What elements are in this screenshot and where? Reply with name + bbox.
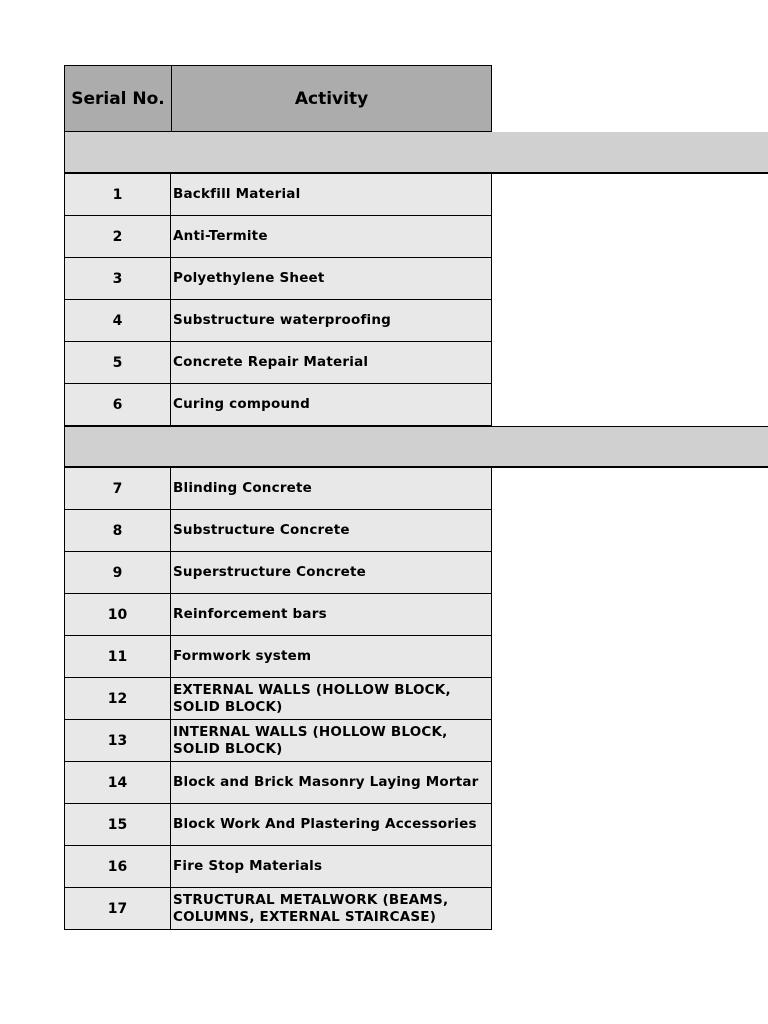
table-row — [64, 678, 492, 720]
activity-header: Activity — [294, 88, 369, 109]
activity-cell: Block Work And Plastering Accessories — [173, 816, 477, 832]
serial-cell: 16 — [65, 846, 171, 887]
activity-cell: Anti-Termite — [173, 228, 268, 244]
table-row — [64, 468, 492, 510]
activity-cell: Backfill Material — [173, 186, 301, 202]
activity-cell: STRUCTURAL METALWORK (BEAMS, COLUMNS, EXTERNAL STAIRCASE) — [173, 891, 449, 925]
serial-cell: 4 — [65, 300, 171, 341]
activity-cell: INTERNAL WALLS (HOLLOW BLOCK, SOLID BLOCK) — [173, 723, 448, 757]
serial-cell: 9 — [65, 552, 171, 593]
serial-cell: 2 — [65, 216, 171, 257]
table-row — [64, 720, 492, 762]
serial-cell: 13 — [65, 720, 171, 761]
serial-cell: 6 — [65, 384, 171, 425]
table-row — [64, 216, 492, 258]
activity-cell: Polyethylene Sheet — [173, 270, 325, 286]
serial-cell: 14 — [65, 762, 171, 803]
activity-cell: Fire Stop Materials — [173, 858, 323, 874]
serial-cell: 5 — [65, 342, 171, 383]
serial-cell: 8 — [65, 510, 171, 551]
activity-cell: Substructure Concrete — [173, 522, 350, 538]
activity-cell: Superstructure Concrete — [173, 564, 366, 580]
activity-cell: Reinforcement bars — [173, 606, 327, 622]
serial-cell: 17 — [65, 888, 171, 929]
table-row — [64, 636, 492, 678]
activity-cell: Blinding Concrete — [173, 480, 313, 496]
table-row — [64, 762, 492, 804]
activity-cell: Concrete Repair Material — [173, 354, 369, 370]
section-bar-2 — [64, 426, 768, 468]
serial-no-header: Serial No. — [65, 66, 172, 131]
serial-cell: 1 — [65, 174, 171, 215]
activity-cell: Substructure waterproofing — [173, 312, 392, 328]
table-row — [64, 174, 492, 216]
section-bar-1 — [64, 132, 768, 174]
table-row — [64, 888, 492, 930]
table-row — [64, 300, 492, 342]
table-row — [64, 846, 492, 888]
table-header-row — [64, 65, 492, 132]
table-row — [64, 258, 492, 300]
serial-cell: 7 — [65, 468, 171, 509]
serial-cell: 10 — [65, 594, 171, 635]
table-row — [64, 342, 492, 384]
serial-cell: 11 — [65, 636, 171, 677]
activity-cell: Block and Brick Masonry Laying Mortar — [173, 774, 479, 790]
table-row — [64, 510, 492, 552]
serial-cell: 12 — [65, 678, 171, 719]
activity-cell: Curing compound — [173, 396, 310, 412]
serial-cell: 15 — [65, 804, 171, 845]
serial-cell: 3 — [65, 258, 171, 299]
table-row — [64, 594, 492, 636]
table-row — [64, 804, 492, 846]
activity-cell: Formwork system — [173, 648, 312, 664]
activity-table — [64, 65, 768, 930]
activity-cell: EXTERNAL WALLS (HOLLOW BLOCK, SOLID BLOCK) — [173, 681, 451, 715]
table-row — [64, 384, 492, 426]
table-row — [64, 552, 492, 594]
